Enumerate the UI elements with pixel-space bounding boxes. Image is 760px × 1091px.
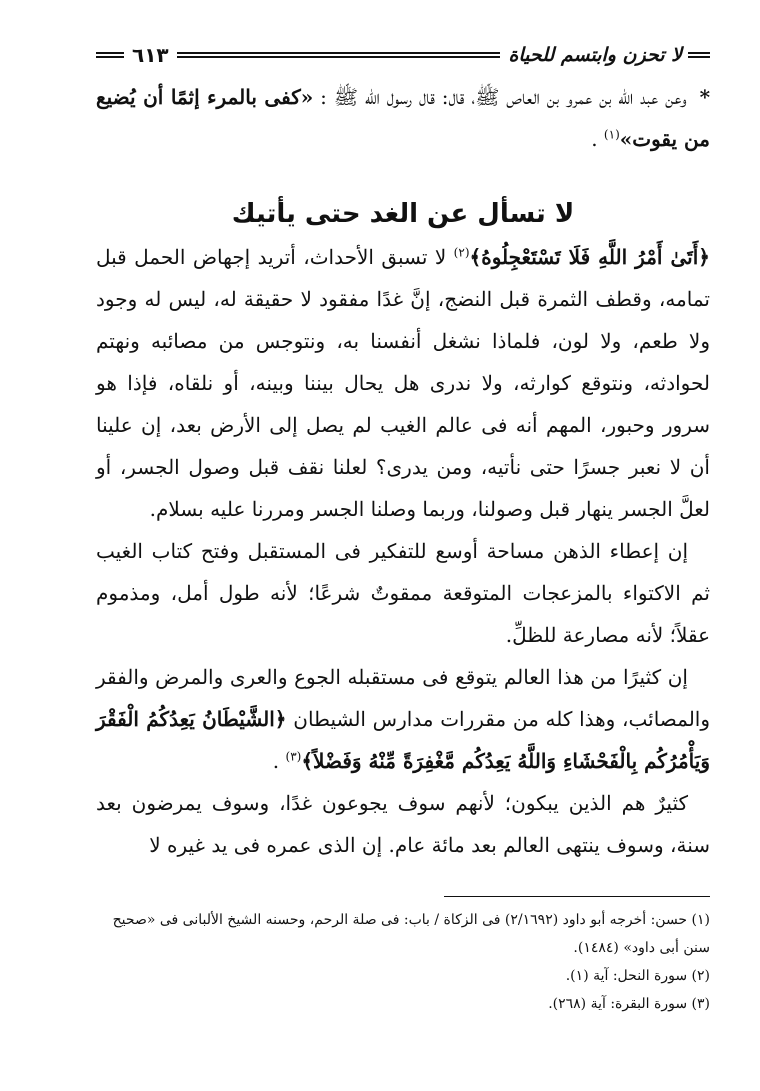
page-number: ٦١٣ (132, 43, 169, 67)
footnotes (96, 906, 710, 1018)
header-rule-right (688, 52, 710, 58)
paragraph-4: كثيرٌ هم الذين يبكون؛ لأنهم سوف يجوعون غدًا، وسوف يمرضون بعد سنة، وسوف ينتهى العالم بعد مائة عام. إن الذى عمره فى يد غيره لا (96, 791, 710, 857)
footnote-3: (٣) سورة البقرة: آية (٢٦٨). (548, 996, 710, 1012)
footnote-2: (٢) سورة النحل: آية (١). (565, 968, 710, 984)
quran-verse-1: ﴿أَتَىٰ أَمْرُ اللَّهِ فَلَا تَسْتَعْجِلُوهُ﴾ (469, 245, 710, 269)
star-marker: * (699, 85, 711, 109)
header-rule-middle (177, 52, 501, 58)
section-title: لا تسأل عن الغد حتى يأتيك (231, 199, 575, 229)
running-title: لا تحزن وابتسم للحياة (508, 44, 682, 66)
footnote-ref-1: (١) (603, 127, 620, 142)
paragraph-2: إن إعطاء الذهن مساحة أوسع للتفكير فى المستقبل وفتح كتاب الغيب ثم الاكتواء بالمزعجات المتوقعة ممقوتٌ شرعًا؛ لأنه طول أمل، ومذموم عقلاً؛ لأنه مصارعة للظلِّ. (96, 539, 710, 647)
paragraph-3-end: . (272, 749, 280, 773)
paragraph-3-text: إن كثيرًا من هذا العالم يتوقع فى مستقبله الجوع والعرى والمرض والفقر والمصائب، وهذا كله من مقررات مدارس الشيطان (96, 665, 711, 731)
header-rule-left (96, 52, 124, 58)
quran-verse-2: ﴿الشَّيْطَانُ يَعِدُكُمُ الْفَقْرَ وَيَأْمُرُكُم بِالْفَحْشَاءِ وَاللَّهُ يَعِدُكُم مَّغْفِرَةً مِّنْهُ وَفَضْلاً﴾ (96, 707, 710, 773)
footnote-ref-3: (٣) (285, 749, 302, 764)
main-text (96, 236, 710, 866)
hadith-end: . (591, 127, 598, 151)
paragraph-3 (96, 656, 710, 782)
hadith-paragraph (96, 76, 710, 160)
paragraph-1 (96, 236, 710, 530)
hadith-quote: «كفى بالمرء إثمًا أن يُضيع من يقوت» (96, 85, 710, 151)
footnote-1: (١) حسن: أخرجه أبو داود (٢/١٦٩٢) فى الزكاة / باب: فى صلة الرحم، وحسنه الشيخ الألبانى فى «صحيح سنن أبى داود» (١٤٨٤). (112, 912, 710, 956)
paragraph-1-text: لا تسبق الأحداث، أتريد إجهاض الحمل قبل تمامه، وقطف الثمرة قبل النضج، إنَّ غدًا مفقود لا حقيقة له، ليس له وجود ولا طعم، ولا لون، فلماذا نشغل أنفسنا به، ونتوجس من مصائبه ونهتم لحوادثه، ونتوقع كوارثه، ولا ندرى هل يحال بيننا وبينه، أو نلقاه، فإذا هو سرور وحبور، المهم أنه فى عالم الغيب لم يصل إلى الأرض بعد، إن علينا أن لا نعبر جسرًا حتى نأتيه، ومن يدرى؟ لعلنا نقف قبل وصول الجسر، أو لعلَّ الجسر ينهار قبل وصولنا، وربما وصلنا الجسر ومررنا عليه بسلام. (96, 245, 710, 521)
hadith-intro: وعن عبد الله بن عمرو بن العاص ﷺ، قال: قال رسول الله ﷺ : (320, 85, 687, 109)
footnote-separator (444, 896, 710, 897)
footnote-ref-2: (٢) (453, 245, 470, 260)
running-header (96, 38, 710, 72)
